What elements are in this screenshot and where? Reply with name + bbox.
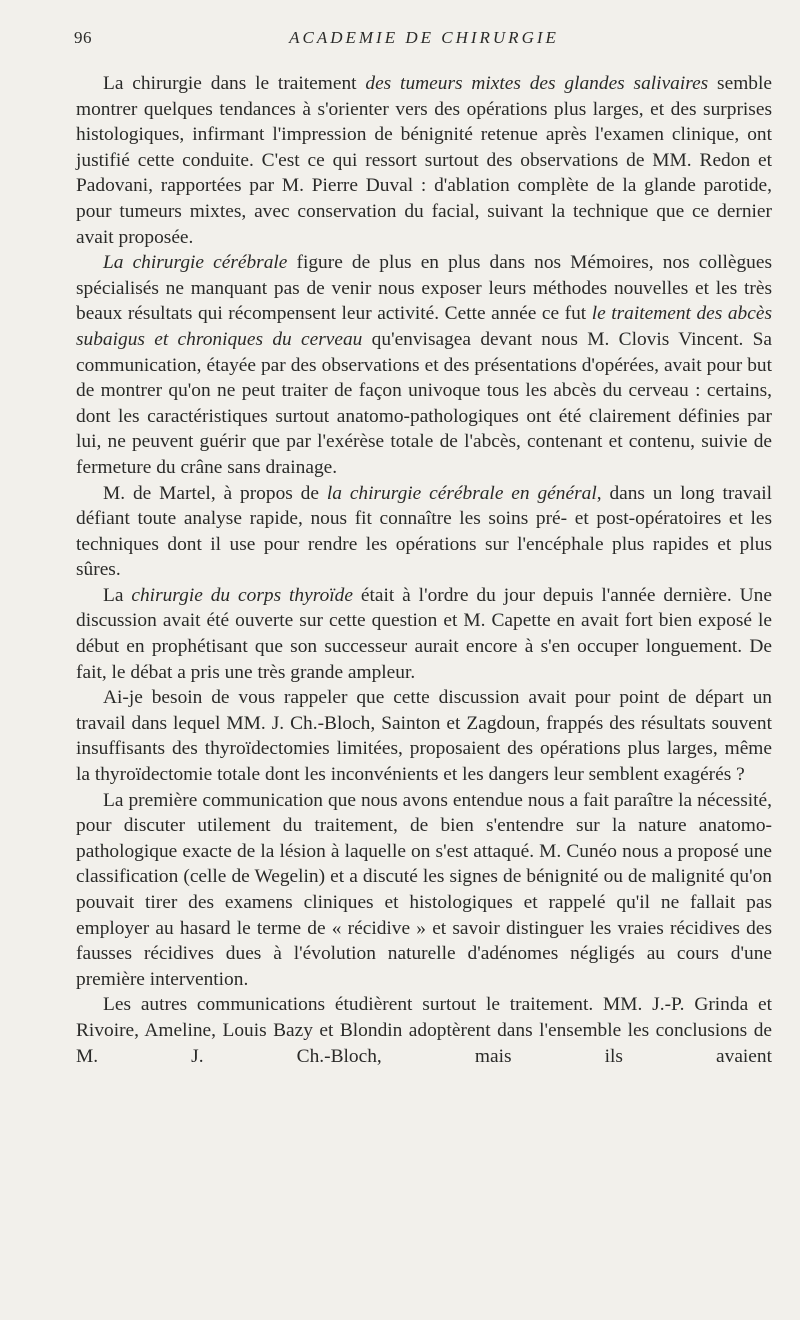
paragraph xyxy=(76,992,772,1069)
body-text xyxy=(76,71,772,1069)
paragraph xyxy=(76,583,772,685)
text-run: , dans un long travail défiant toute analyse rapide, nous fit connaître les soins pré- et post-opératoires et les techniques dont il use pour rendre les opérations sur l'encéphale plus rapides et plus sûres. xyxy=(76,482,772,581)
page-number: 96 xyxy=(74,28,92,47)
italic-text-run: La chirurgie cérébrale xyxy=(103,252,288,274)
paragraph xyxy=(76,71,772,250)
text-run: Ai-je besoin de vous rappeler que cette discussion avait pour point de départ un travail dans lequel MM. J. Ch.-Bloch, Sainton et Zagdoun, frappés des résultats souvent insuffisants des thyroïdectomies limitées, proposaient des opérations plus larges, même la thyroïdectomie totale dont les inconvénients et les dangers leur semblent exagérés ? xyxy=(76,687,772,786)
italic-text-run: chirurgie du corps thyroïde xyxy=(131,584,353,606)
text-run: La chirurgie dans le traitement xyxy=(103,73,366,94)
paragraph xyxy=(76,250,772,480)
italic-text-run: des tumeurs mixtes des glandes salivaires xyxy=(365,73,709,94)
text-run: Les autres communications étudièrent surtout le traitement. MM. J.-P. Grinda et Rivoire, Ameline, Louis Bazy et Blondin adoptèrent dans l'ensemble les conclusions de M. J. Ch.-Bloch, mais ils avaient xyxy=(76,994,772,1067)
italic-text-run: la chirurgie cérébrale en général xyxy=(326,482,597,504)
journal-title: ACADEMIE DE CHIRURGIE xyxy=(289,28,559,47)
running-head xyxy=(74,28,774,52)
paragraph xyxy=(76,685,772,787)
text-run: M. de Martel, à propos de xyxy=(103,482,327,504)
text-run: figure de plus en plus dans nos Mémoires, nos collègues spécialisés ne manquant pas de venir nous exposer leurs méthodes nouvelles et les très beaux résultats qui récompensent leur activité. Cette année ce fut xyxy=(76,252,772,325)
italic-text-run: le traitement des abcès subaigus et chroniques du cerveau xyxy=(76,303,772,350)
text-run: qu'envisagea devant nous M. Clovis Vincent. Sa communication, étayée par des observations et des présentations d'opérées, avait pour but de montrer qu'on ne peut traiter de façon univoque tous les abcès du cerveau : certains, dont les caractéristiques surtout anatomo-pathologiques ont été clairement définies par lui, ne peuvent guérir que par l'exérèse totale de l'abcès, contenant et contenu, suivie de fermeture du crâne sans drainage. xyxy=(76,328,772,478)
text-run: était à l'ordre du jour depuis l'année dernière. Une discussion avait été ouverte sur cette question et M. Capette en avait fort bien exposé le début en prophétisant que son successeur aurait encore à s'en occuper longuement. De fait, le débat a pris une très grande ampleur. xyxy=(76,584,772,683)
paragraph xyxy=(76,481,772,583)
text-run: La première communication que nous avons entendue nous a fait paraître la nécessité, pour discuter utilement du traitement, de bien s'entendre sur la nature anatomo-pathologique exacte de la lésion à laquelle on s'est attaqué. M. Cunéo nous a proposé une classification (celle de Wegelin) et a discuté les signes de bénignité ou de malignité qu'on pouvait tirer des examens cliniques et histologiques et rappelé qu'il ne fallait pas employer au hasard le terme de « récidive » et savoir distinguer les vraies récidives des fausses récidives dues à l'évolution naturelle d'adénomes négligés au cours d'une première intervention. xyxy=(76,789,772,990)
paragraph xyxy=(76,788,772,993)
text-run: La xyxy=(103,584,132,606)
text-run: semble montrer quelques tendances à s'orienter vers des opérations plus larges, et des surprises histologiques, infirmant l'impression de bénignité retenue après l'examen clinique, ont justifié cette conduite. C'est ce qui ressort surtout des observations de MM. Redon et Padovani, rapportées par M. Pierre Duval : d'ablation complète de la glande parotide, pour tumeurs mixtes, avec conservation du facial, suivant la technique que ce dernier avait proposée. xyxy=(76,73,772,248)
